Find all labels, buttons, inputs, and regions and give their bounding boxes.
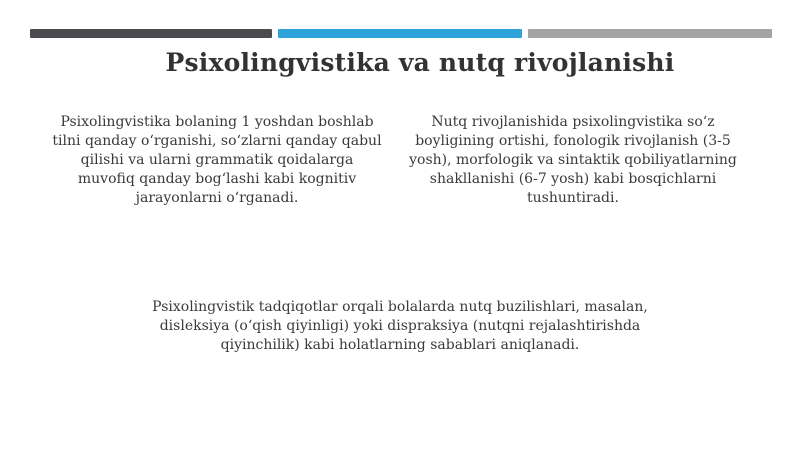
paragraph-bottom: Psixolingvistik tadqiqotlar orqali bolalarda nutq buzilishlari, masalan, disleksiya (o‘qish qiyinligi) yoki dispraksiya (nutqni rejalashtirishda qiyinchilik) kabi holatlarning sabablari aniqlanadi. <box>152 299 648 353</box>
accent-bar-blue <box>278 29 522 38</box>
paragraph-left: Psixolingvistika bolaning 1 yoshdan boshlab tilni qanday o‘rganishi, so‘zlarni qanday qabul qilishi va ularni grammatik qoidalarga muvofiq qanday bog‘lashi kabi kognitiv jarayonlarni o‘rganadi. <box>52 114 382 206</box>
slide-title: Psixolingvistika va nutq rivojlanishi <box>165 48 675 77</box>
accent-bar-dark <box>30 29 272 38</box>
header-accent-bars <box>30 29 772 38</box>
paragraph-right: Nutq rivojlanishida psixolingvistika so‘z boyligining ortishi, fonologik rivojlanish (3-5 yosh), morfologik va sintaktik qobiliyatlarning shakllanishi (6-7 yosh) kabi bosqichlarni tushuntiradi. <box>409 114 737 206</box>
accent-bar-gray <box>528 29 772 38</box>
